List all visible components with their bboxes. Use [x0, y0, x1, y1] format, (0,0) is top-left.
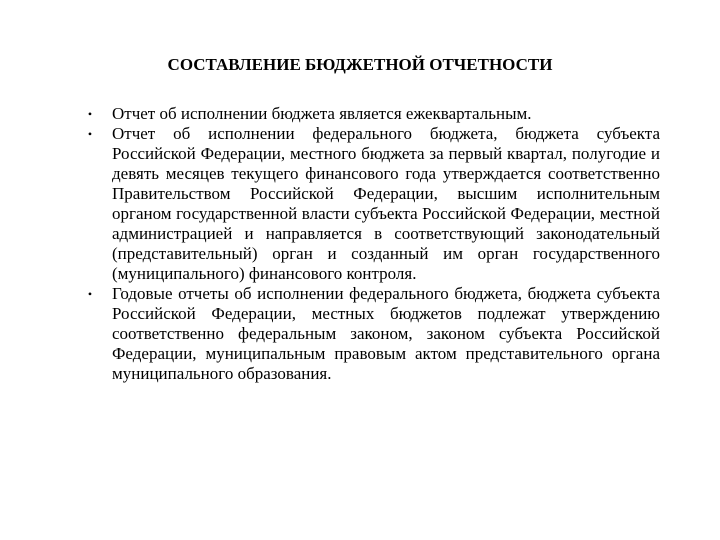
bullet-item	[84, 284, 660, 384]
bullet-text: Отчет об исполнении бюджета является ежеквартальным.	[112, 104, 532, 123]
slide-title: СОСТАВЛЕНИЕ БЮДЖЕТНОЙ ОТЧЕТНОСТИ	[167, 55, 553, 74]
bullet-icon: •	[87, 287, 93, 301]
bullet-icon: •	[87, 107, 93, 121]
bullet-text: Годовые отчеты об исполнении федерального бюджета, бюджета субъекта Российской Федерации, местных бюджетов подлежат утверждению соответственно федеральным законом, законом субъекта Российской Федерации, муниципальным правовым актом представительного органа муниципального образования.	[112, 284, 660, 383]
bullet-item	[84, 124, 660, 284]
bullet-text: Отчет об исполнении федерального бюджета, бюджета субъекта Российской Федерации, местного бюджета за первый квартал, полугодие и девять месяцев текущего финансового года утверждается соответственно Правительством Российской Федерации, высшим исполнительным органом государственной власти субъекта Российской Федерации, местной администрацией и направляется в соответствующий законодательный (представительный) орган и созданный им орган государственного (муниципального) финансового контроля.	[112, 124, 660, 283]
bullet-icon: •	[87, 127, 93, 141]
bullet-item	[84, 104, 660, 124]
bullet-list	[84, 104, 660, 384]
